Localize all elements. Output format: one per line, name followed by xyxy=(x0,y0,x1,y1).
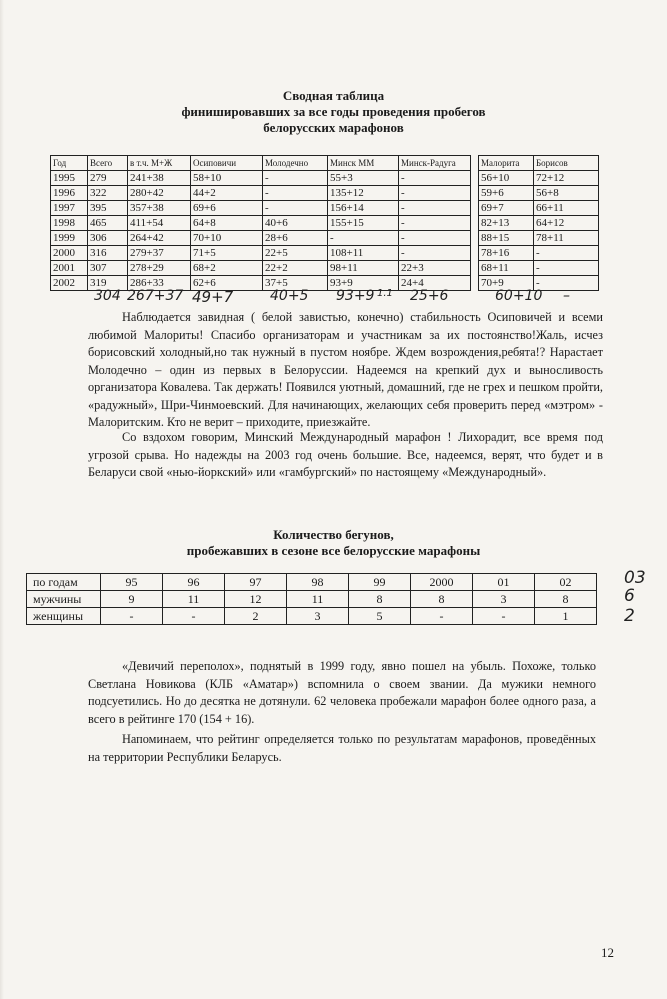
table-cell: 24+4 xyxy=(399,276,471,291)
handwritten-value: 93+9 xyxy=(336,288,375,304)
paragraph-girls xyxy=(88,658,596,728)
table-cell: 9 xyxy=(101,591,163,608)
table-cell: 96 xyxy=(163,574,225,591)
row-label: женщины xyxy=(27,608,101,625)
table-cell: 280+42 xyxy=(128,186,191,201)
table-row xyxy=(51,246,599,261)
table-row xyxy=(51,171,599,186)
paragraph-minsk-marathon xyxy=(88,429,603,482)
table-gap xyxy=(471,156,479,171)
table-cell: 69+7 xyxy=(479,201,534,216)
table-cell: - xyxy=(399,171,471,186)
paragraph-stability-text: Наблюдается завидная ( белой завистью, конечно) стабильность Осиповичей и всеми любимой Малориты! Спасибо организаторам и участникам за их постоянство!Жаль, исчез борисовский холодный,но так нужный в пустом ноябре. Ждем возрождения,ребята!? Нарастает Молодечно – один из первых в Белоруссии. Надеемся на крепкий дух и выносливость организатора Ковалева. Так держать! Появился уютный, домашний, где не грех и пешком пройти, «радужный», Шри-Чинмоевский. Для начинающих, желающих себя проверить перед «мэтром» - Малоритским. Кто не верит – приходите, приезжайте. xyxy=(88,310,603,429)
table-cell: 70+10 xyxy=(191,231,263,246)
table-gap xyxy=(471,201,479,216)
table-row xyxy=(51,261,599,276)
table-cell: 71+5 xyxy=(191,246,263,261)
table-cell: - xyxy=(163,608,225,625)
table-cell: 1999 xyxy=(51,231,88,246)
paragraph-rating-note xyxy=(88,731,596,766)
table-cell: 278+29 xyxy=(128,261,191,276)
table-cell: 279 xyxy=(88,171,128,186)
table-cell: 95 xyxy=(101,574,163,591)
table-cell: 22+2 xyxy=(263,261,328,276)
table-cell: 5 xyxy=(349,608,411,625)
table-cell: 98+11 xyxy=(328,261,399,276)
table-cell: 2000 xyxy=(411,574,473,591)
table-cell: - xyxy=(263,186,328,201)
table-cell: - xyxy=(399,201,471,216)
table-cell: 82+13 xyxy=(479,216,534,231)
table-gap xyxy=(471,186,479,201)
table-cell: 3 xyxy=(473,591,535,608)
paragraph-minsk-marathon-text: Со вздохом говорим, Минский Международный марафон ! Лихорадит, все время под угрозой срыва. Но надежды на 2003 год очень большие. Все, надеемся, верят, что будет и в Беларуси свой «нью-йоркский» или «гамбургский» по настоящему «Международный». xyxy=(88,430,603,479)
table-cell: 44+2 xyxy=(191,186,263,201)
table-cell: 395 xyxy=(88,201,128,216)
column-header: Всего xyxy=(88,156,128,171)
table-row xyxy=(51,201,599,216)
handwritten-value: 2 xyxy=(624,606,635,626)
runners-count-table xyxy=(26,573,597,625)
table-cell: 68+11 xyxy=(479,261,534,276)
table-cell: 316 xyxy=(88,246,128,261)
table-cell: 64+8 xyxy=(191,216,263,231)
table-cell: 70+9 xyxy=(479,276,534,291)
table-cell: 37+5 xyxy=(263,276,328,291)
scan-edge xyxy=(0,0,4,999)
table-cell: 68+2 xyxy=(191,261,263,276)
table2-title-line1: Количество бегунов, xyxy=(273,527,394,542)
table-cell: 40+6 xyxy=(263,216,328,231)
paragraph-girls-text: «Девичий переполох», поднятый в 1999 году, явно пошел на убыль. Похоже, только Светлана Новикова (КЛБ «Аматар») вспомнила о своем звании. Да мужики немного подсуетились. Но до десятка не дотянули. 62 человека пробежали марафон более одного раза, а всего в рейтинге 170 (154 + 16). xyxy=(88,659,596,726)
table-cell: 2 xyxy=(225,608,287,625)
handwritten-value: 60+10 xyxy=(495,288,543,304)
table-row xyxy=(51,216,599,231)
table1-title-line2: финишировавших за все годы проведения пробегов xyxy=(181,104,486,119)
handwritten-value: 304 xyxy=(94,288,121,304)
table-cell: - xyxy=(534,276,599,291)
column-header: Осиповичи xyxy=(191,156,263,171)
table-cell: 411+54 xyxy=(128,216,191,231)
table-cell: 88+15 xyxy=(479,231,534,246)
row-label: мужчины xyxy=(27,591,101,608)
table-cell: - xyxy=(534,246,599,261)
column-header: Молодечно xyxy=(263,156,328,171)
handwritten-value: 267+37 xyxy=(127,288,184,304)
table-cell: 22+3 xyxy=(399,261,471,276)
table-cell: 69+6 xyxy=(191,201,263,216)
table-gap xyxy=(471,276,479,291)
column-header: в т.ч. М+Ж xyxy=(128,156,191,171)
table-cell: - xyxy=(263,201,328,216)
table-cell: 307 xyxy=(88,261,128,276)
table-gap xyxy=(471,231,479,246)
table-cell: 1995 xyxy=(51,171,88,186)
table-row xyxy=(51,231,599,246)
table-cell: - xyxy=(411,608,473,625)
table-cell: - xyxy=(399,186,471,201)
table-cell: - xyxy=(399,216,471,231)
table-row xyxy=(27,574,597,591)
table-cell: 62+6 xyxy=(191,276,263,291)
table-cell: 98 xyxy=(287,574,349,591)
column-header: Минск ММ xyxy=(328,156,399,171)
table-gap xyxy=(471,246,479,261)
table-cell: 58+10 xyxy=(191,171,263,186)
table-cell: 241+38 xyxy=(128,171,191,186)
table-cell: 8 xyxy=(535,591,597,608)
table-cell: 99 xyxy=(349,574,411,591)
handwritten-value: – xyxy=(563,288,570,304)
page-number: 12 xyxy=(601,945,614,960)
table-cell: 465 xyxy=(88,216,128,231)
table-cell: 319 xyxy=(88,276,128,291)
table-cell: 357+38 xyxy=(128,201,191,216)
table-cell: 155+15 xyxy=(328,216,399,231)
finishers-summary-table xyxy=(50,155,599,291)
table1-title-line1: Сводная таблица xyxy=(282,88,385,103)
table-cell: 66+11 xyxy=(534,201,599,216)
column-header: Год xyxy=(51,156,88,171)
table-cell: - xyxy=(534,261,599,276)
table-cell: 135+12 xyxy=(328,186,399,201)
handwritten-value: 25+6 xyxy=(410,288,449,304)
table-cell: 8 xyxy=(349,591,411,608)
table2-title-line2: пробежавших в сезоне все белорусские марафоны xyxy=(186,543,481,558)
handwritten-value: 6 xyxy=(624,586,635,606)
table-cell: 2001 xyxy=(51,261,88,276)
paragraph-stability xyxy=(88,309,603,432)
table-cell: 3 xyxy=(287,608,349,625)
table-cell: - xyxy=(101,608,163,625)
table-cell: 279+37 xyxy=(128,246,191,261)
handwritten-value: 03 xyxy=(624,568,646,588)
table-cell: 28+6 xyxy=(263,231,328,246)
table-cell: - xyxy=(473,608,535,625)
column-header: Малорита xyxy=(479,156,534,171)
table-cell: 2002 xyxy=(51,276,88,291)
table-header-row xyxy=(51,156,599,171)
table-cell: 11 xyxy=(163,591,225,608)
table-cell: 59+6 xyxy=(479,186,534,201)
table-cell: 78+16 xyxy=(479,246,534,261)
table-cell: 11 xyxy=(287,591,349,608)
table-cell: 02 xyxy=(535,574,597,591)
table-cell: 56+8 xyxy=(534,186,599,201)
table-cell: 78+11 xyxy=(534,231,599,246)
table-cell: 55+3 xyxy=(328,171,399,186)
row-label: по годам xyxy=(27,574,101,591)
table-cell: - xyxy=(263,171,328,186)
table-cell: - xyxy=(399,246,471,261)
table1-title-line3: белорусских марафонов xyxy=(263,120,404,135)
table-cell: 72+12 xyxy=(534,171,599,186)
table-cell: - xyxy=(328,231,399,246)
table-cell: 64+12 xyxy=(534,216,599,231)
table-cell: 97 xyxy=(225,574,287,591)
table-row xyxy=(51,186,599,201)
table-cell: 306 xyxy=(88,231,128,246)
table-cell: 1 xyxy=(535,608,597,625)
table-cell: 2000 xyxy=(51,246,88,261)
table-row xyxy=(27,608,597,625)
table-cell: 22+5 xyxy=(263,246,328,261)
handwritten-value: 40+5 xyxy=(270,288,309,304)
table-cell: 1996 xyxy=(51,186,88,201)
table-cell: 56+10 xyxy=(479,171,534,186)
table-cell: 8 xyxy=(411,591,473,608)
table-cell: 1997 xyxy=(51,201,88,216)
table-row xyxy=(27,591,597,608)
table-cell: 12 xyxy=(225,591,287,608)
handwritten-value: 49+7 xyxy=(192,288,234,306)
table-cell: 93+9 xyxy=(328,276,399,291)
table-cell: 01 xyxy=(473,574,535,591)
table-cell: 322 xyxy=(88,186,128,201)
paragraph-rating-note-text: Напоминаем, что рейтинг определяется только по результатам марафонов, проведённых на территории Республики Беларусь. xyxy=(88,732,596,764)
table-cell: 108+11 xyxy=(328,246,399,261)
table-cell: 1998 xyxy=(51,216,88,231)
table-cell: 286+33 xyxy=(128,276,191,291)
table-cell: 264+42 xyxy=(128,231,191,246)
handwritten-value: 1.1 xyxy=(377,288,393,299)
table-cell: 156+14 xyxy=(328,201,399,216)
column-header: Борисов xyxy=(534,156,599,171)
column-header: Минск-Радуга xyxy=(399,156,471,171)
table-gap xyxy=(471,216,479,231)
table-gap xyxy=(471,171,479,186)
table-gap xyxy=(471,261,479,276)
table-cell: - xyxy=(399,231,471,246)
